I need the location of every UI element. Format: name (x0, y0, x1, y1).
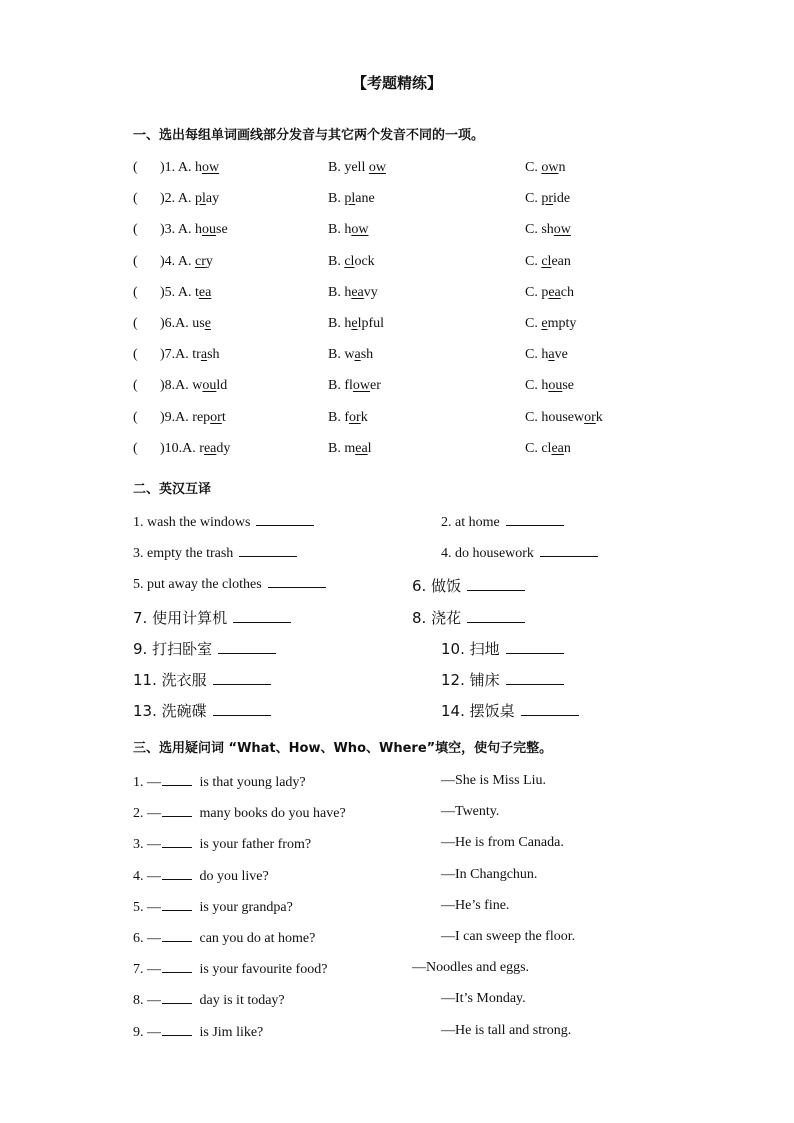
option-c-word: peach (541, 284, 574, 300)
translation-item-right: 4. do housework (441, 544, 598, 562)
option-a: tea (195, 284, 212, 300)
underlined-part: or (210, 409, 222, 425)
fill-in-row (0, 991, 794, 1013)
question-number: )6.A. use (160, 316, 211, 331)
option-a: ready (199, 440, 231, 456)
underlined-part: a (354, 347, 361, 363)
translation-item-left: 9. 打扫卧室 (133, 638, 276, 659)
option-c: C. clean (525, 253, 571, 269)
answer-text: —Twenty. (441, 804, 500, 820)
answer-blank[interactable] (213, 703, 271, 716)
option-b-word: flower (344, 378, 381, 394)
option-b: B. fork (328, 409, 368, 425)
underlined-part: e (204, 316, 211, 331)
question-text: 6. — can you do at home? (133, 931, 316, 946)
answer-blank[interactable] (467, 610, 525, 623)
question-text: 3. — is your father from? (133, 837, 312, 853)
question-number: )5. A. tea (160, 284, 212, 300)
option-b: B. wash (328, 347, 374, 363)
answer-blank[interactable] (233, 610, 291, 623)
option-a: how (195, 160, 220, 175)
option-c-word: have (541, 347, 568, 363)
answer-blank[interactable] (162, 804, 192, 817)
answer-paren[interactable]: ( (133, 409, 138, 425)
option-c: C. show (525, 222, 571, 238)
underlined-part: a (200, 347, 208, 363)
underlined-part: ow (553, 222, 571, 238)
underlined-part: pr (541, 191, 554, 207)
option-b: B. yell ow (328, 160, 386, 175)
underlined-part: ow (368, 160, 386, 175)
answer-blank[interactable] (540, 544, 598, 557)
answer-blank[interactable] (162, 960, 192, 973)
option-a: trash (192, 347, 220, 363)
page-title: 【考题精练】 (351, 74, 442, 92)
translation-item-right: 2. at home (441, 513, 564, 531)
translation-item-left: 5. put away the clothes (133, 575, 326, 593)
answer-paren[interactable]: ( (133, 253, 138, 269)
question-row (0, 254, 794, 276)
answer-paren[interactable]: ( (133, 440, 138, 456)
fill-in-row (0, 960, 794, 982)
question-row (0, 191, 794, 213)
translation-row (0, 669, 794, 691)
answer-blank[interactable] (162, 929, 192, 942)
fill-in-row (0, 773, 794, 795)
option-b-word: yell ow (344, 160, 386, 175)
option-b: B. helpful (328, 316, 385, 331)
option-a: would (192, 378, 228, 394)
underlined-part: pl (344, 191, 356, 207)
question-row (0, 441, 794, 463)
option-b: B. heavy (328, 284, 378, 300)
option-c: C. house (525, 378, 575, 394)
translation-row (0, 607, 794, 629)
answer-text: —He is from Canada. (441, 835, 564, 851)
question-text: 4. — do you live? (133, 868, 269, 884)
underlined-part: ou (202, 222, 216, 238)
fill-in-row (0, 929, 794, 951)
option-b-word: helpful (344, 316, 385, 331)
answer-blank[interactable] (213, 672, 271, 685)
option-b-word: meal (344, 440, 372, 456)
fill-in-row (0, 898, 794, 920)
option-b-word: fork (344, 409, 368, 425)
option-c: C. own (525, 160, 566, 175)
option-c-word: housework (541, 409, 603, 425)
underlined-part: ea (355, 440, 368, 456)
answer-blank[interactable] (162, 991, 192, 1004)
underlined-part: ea (198, 284, 212, 300)
option-b-word: how (344, 222, 369, 238)
question-row (0, 410, 794, 432)
option-b-word: heavy (344, 284, 378, 300)
translation-row (0, 575, 794, 597)
question-number: )3. A. house (160, 222, 228, 238)
translation-item-left: 11. 洗衣服 (133, 669, 271, 690)
answer-paren[interactable]: ( (133, 160, 138, 175)
translation-item-right: 10. 扫地 (441, 638, 564, 659)
option-c: C. housework (525, 409, 603, 425)
section1-heading: 一、选出每组单词画线部分发音与其它两个发音不同的一项。 (133, 128, 485, 143)
answer-text: —I can sweep the floor. (441, 929, 576, 944)
option-b: B. meal (328, 440, 372, 456)
underlined-part: e (541, 316, 548, 331)
question-row (0, 222, 794, 244)
option-c: C. empty (525, 316, 577, 331)
fill-in-row (0, 1023, 794, 1045)
underlined-part: or (349, 409, 361, 425)
answer-paren[interactable]: ( (133, 378, 138, 394)
underlined-part: ow (351, 222, 369, 238)
option-b-word: plane (344, 191, 375, 207)
translation-row (0, 544, 794, 566)
option-c: C. clean (525, 440, 571, 456)
answer-text: —He’s fine. (441, 897, 510, 913)
option-c-word: house (541, 378, 575, 394)
option-c-word: empty (541, 316, 577, 331)
translation-item-right: 14. 摆饭桌 (441, 700, 579, 721)
translation-row (0, 513, 794, 535)
answer-blank[interactable] (268, 575, 326, 588)
question-number: )2. A. play (160, 191, 220, 207)
answer-blank[interactable] (506, 641, 564, 654)
question-number: )1. A. how (160, 160, 220, 175)
option-c-word: own (541, 160, 566, 175)
answer-paren[interactable]: ( (133, 347, 138, 363)
option-c-word: pride (541, 191, 571, 207)
underlined-part: ea (351, 284, 364, 300)
answer-blank[interactable] (162, 867, 192, 880)
option-b: B. flower (328, 378, 381, 394)
translation-row (0, 700, 794, 722)
question-text: 7. — is your favourite food? (133, 962, 328, 978)
underlined-part: ou (548, 378, 563, 394)
option-a: cry (195, 253, 213, 269)
answer-blank[interactable] (521, 703, 579, 716)
section3-heading: 三、选用疑问词 “What、How、Who、Where”填空，使句子完整。 (133, 741, 553, 756)
answer-blank[interactable] (506, 672, 564, 685)
underlined-part: ow (541, 160, 559, 175)
option-b-word: clock (344, 253, 375, 269)
underlined-part: ow (202, 160, 220, 175)
underlined-part: ea (548, 284, 561, 300)
question-row (0, 316, 794, 338)
question-text: 5. — is your grandpa? (133, 899, 293, 915)
option-c-word: clean (541, 440, 571, 456)
answer-text: —She is Miss Liu. (441, 773, 547, 788)
fill-in-row (0, 804, 794, 826)
option-a: play (195, 191, 220, 207)
option-b-word: wash (344, 347, 374, 363)
option-c: C. peach (525, 284, 574, 300)
question-text: 8. — day is it today? (133, 993, 285, 1009)
question-text: 2. — many books do you have? (133, 806, 346, 822)
answer-paren[interactable]: ( (133, 222, 138, 238)
underlined-part: cl (344, 253, 355, 269)
translation-item-left: 1. wash the windows (133, 513, 314, 531)
answer-blank[interactable] (506, 513, 564, 526)
underlined-part: ea (203, 440, 217, 456)
question-number: )8.A. would (160, 378, 228, 394)
underlined-part: cl (541, 253, 552, 269)
question-row (0, 160, 794, 182)
question-row (0, 378, 794, 400)
option-a: house (195, 222, 228, 238)
question-text: 1. — is that young lady? (133, 775, 306, 790)
option-b: B. plane (328, 191, 375, 207)
translation-item-right: 8. 浇花 (412, 607, 525, 628)
underlined-part: ea (551, 440, 564, 456)
answer-paren[interactable]: ( (133, 316, 138, 331)
underlined-part: or (584, 409, 596, 425)
option-c-word: clean (541, 253, 571, 269)
answer-blank[interactable] (162, 835, 192, 848)
question-text: 9. — is Jim like? (133, 1024, 264, 1040)
answer-text: —It’s Monday. (441, 991, 526, 1007)
section2-heading: 二、英汉互译 (133, 482, 212, 497)
question-number: )4. A. cry (160, 253, 213, 269)
answer-paren[interactable]: ( (133, 284, 138, 300)
answer-text: —Noodles and eggs. (412, 960, 530, 976)
answer-blank[interactable] (256, 513, 314, 526)
answer-blank[interactable] (467, 578, 525, 591)
question-row (0, 285, 794, 307)
answer-blank[interactable] (162, 773, 192, 786)
answer-blank[interactable] (162, 898, 192, 911)
question-number: )9.A. report (160, 409, 226, 425)
option-c: C. have (525, 347, 568, 363)
translation-item-left: 3. empty the trash (133, 544, 297, 562)
underlined-part: e (351, 316, 358, 331)
answer-text: —He is tall and strong. (441, 1022, 572, 1038)
underlined-part: pl (195, 191, 206, 207)
translation-item-right: 12. 铺床 (441, 669, 564, 690)
answer-text: —In Changchun. (441, 866, 538, 882)
question-number: )7.A. trash (160, 347, 220, 363)
question-row (0, 347, 794, 369)
underlined-part: cr (195, 253, 206, 269)
fill-in-row (0, 867, 794, 889)
option-b: B. how (328, 222, 369, 238)
translation-item-left: 13. 洗碗碟 (133, 700, 271, 721)
option-c: C. pride (525, 191, 571, 207)
underlined-part: ou (202, 378, 217, 394)
translation-row (0, 638, 794, 660)
translation-item-left: 7. 使用计算机 (133, 607, 291, 628)
option-b: B. clock (328, 253, 375, 269)
option-a: use (192, 316, 211, 331)
answer-blank[interactable] (162, 1023, 192, 1036)
answer-blank[interactable] (239, 544, 297, 557)
answer-blank[interactable] (218, 641, 276, 654)
option-c-word: show (541, 222, 571, 238)
underlined-part: a (548, 347, 555, 363)
underlined-part: ow (352, 378, 371, 394)
answer-paren[interactable]: ( (133, 191, 138, 207)
option-a: report (192, 409, 226, 425)
translation-item-right: 6. 做饭 (412, 575, 525, 596)
question-number: )10.A. ready (160, 440, 231, 456)
fill-in-row (0, 835, 794, 857)
